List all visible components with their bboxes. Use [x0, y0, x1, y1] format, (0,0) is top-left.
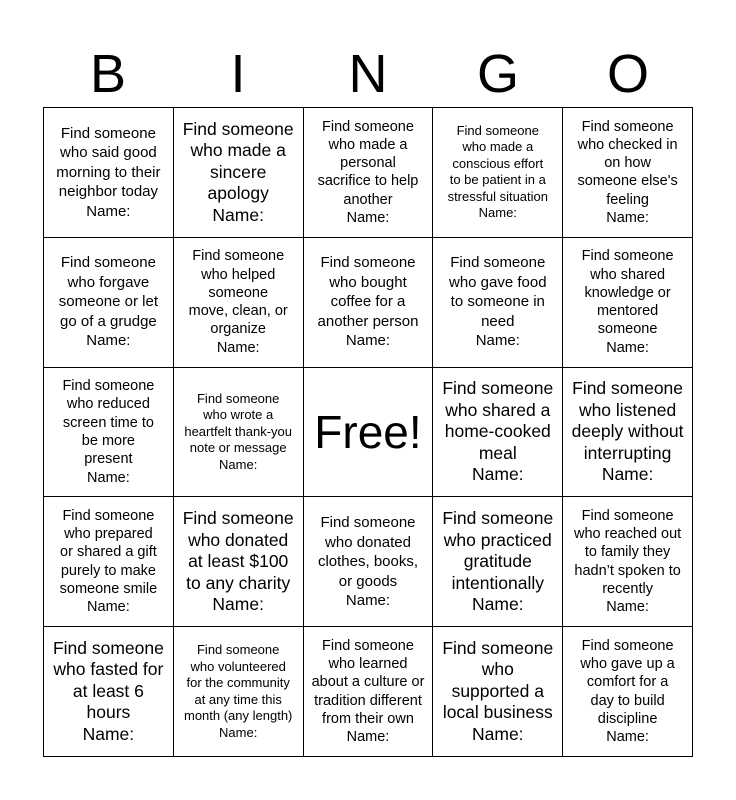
header-letter-g: G	[476, 44, 519, 104]
bingo-cell[interactable]	[44, 627, 174, 757]
bingo-cell-text: Find someone who donated at least $100 to any charity Name:	[182, 508, 294, 615]
bingo-cell-text: Find someone who said good morning to their neighbor today Name:	[56, 124, 161, 220]
bingo-cell-text: Find someone who learned about a culture or tradition different from their own Name:	[311, 637, 425, 746]
bingo-cell-text: Find someone who shared knowledge or mentored someone Name:	[581, 248, 674, 356]
header-letter-b: B	[89, 44, 127, 104]
header-letter-o: O	[606, 44, 649, 104]
bingo-cell-text: Find someone who reached out to family they hadn’t spoken to recently Name:	[573, 507, 682, 616]
header-letter-i: I	[230, 44, 246, 104]
bingo-cell[interactable]	[174, 368, 304, 498]
bingo-cell-text: Find someone who shared a home-cooked meal Name:	[442, 378, 554, 485]
bingo-card-grid	[43, 107, 693, 757]
bingo-cell-text: Find someone who helped someone move, clean, or organize Name:	[188, 248, 288, 356]
bingo-cell-text: Find someone who volunteered for the community at any time this month (any length) Name:	[183, 642, 293, 740]
bingo-cell-text: Find someone who gave food to someone in need Name:	[449, 254, 547, 350]
bingo-cell-text: Find someone who fasted for at least 6 hours Name:	[52, 637, 164, 744]
bingo-cell-text: Find someone who prepared or shared a gift purely to make someone smile Name:	[59, 507, 158, 616]
bingo-cell-text: Find someone who forgave someone or let go of a grudge Name:	[58, 254, 159, 350]
bingo-cell[interactable]	[563, 238, 693, 368]
free-space-text: Free!	[314, 405, 422, 458]
bingo-cell[interactable]	[304, 627, 434, 757]
bingo-cell-text: Find someone who bought coffee for a another person Name:	[317, 254, 419, 350]
header-letter-n: N	[348, 44, 388, 104]
bingo-cell[interactable]	[563, 108, 693, 238]
bingo-cell-text: Find someone who made a sincere apology Name:	[182, 118, 294, 225]
bingo-cell[interactable]	[433, 497, 563, 627]
bingo-cell-text: Find someone who supported a local business Name:	[442, 637, 554, 744]
bingo-cell-text: Find someone who listened deeply without interrupting Name:	[571, 378, 684, 485]
bingo-cell[interactable]	[44, 108, 174, 238]
bingo-cell[interactable]	[563, 368, 693, 498]
bingo-cell[interactable]	[304, 238, 434, 368]
bingo-cell[interactable]	[304, 497, 434, 627]
bingo-cell-text: Find someone who made a conscious effort to be patient in a stressful situation Name:	[447, 122, 548, 221]
bingo-cell[interactable]	[174, 497, 304, 627]
bingo-cell[interactable]	[433, 238, 563, 368]
bingo-cell-text: Find someone who practiced gratitude intentionally Name:	[442, 508, 554, 615]
bingo-cell-text: Find someone who donated clothes, books, or goods Name:	[317, 514, 419, 610]
bingo-cell[interactable]	[44, 497, 174, 627]
bingo-cell[interactable]	[563, 497, 693, 627]
bingo-cell-text: Find someone who wrote a heartfelt thank-you note or message Name:	[184, 390, 293, 472]
bingo-cell[interactable]	[44, 368, 174, 498]
bingo-cell-text: Find someone who checked in on how someone else's feeling Name:	[577, 118, 678, 226]
bingo-cell[interactable]	[433, 108, 563, 238]
bingo-cell[interactable]	[433, 627, 563, 757]
bingo-cell-text: Find someone who reduced screen time to be more present Name:	[62, 378, 155, 486]
bingo-cell[interactable]	[433, 368, 563, 498]
bingo-cell-text: Find someone who made a personal sacrifice to help another Name:	[317, 118, 419, 226]
free-space-cell[interactable]	[304, 368, 434, 498]
bingo-cell[interactable]	[563, 627, 693, 757]
bingo-header	[43, 40, 693, 108]
bingo-cell[interactable]	[174, 627, 304, 757]
bingo-cell[interactable]	[174, 238, 304, 368]
bingo-cell[interactable]	[174, 108, 304, 238]
bingo-cell-text: Find someone who gave up a comfort for a day to build discipline Name:	[580, 637, 675, 746]
bingo-cell[interactable]	[44, 238, 174, 368]
bingo-cell[interactable]	[304, 108, 434, 238]
